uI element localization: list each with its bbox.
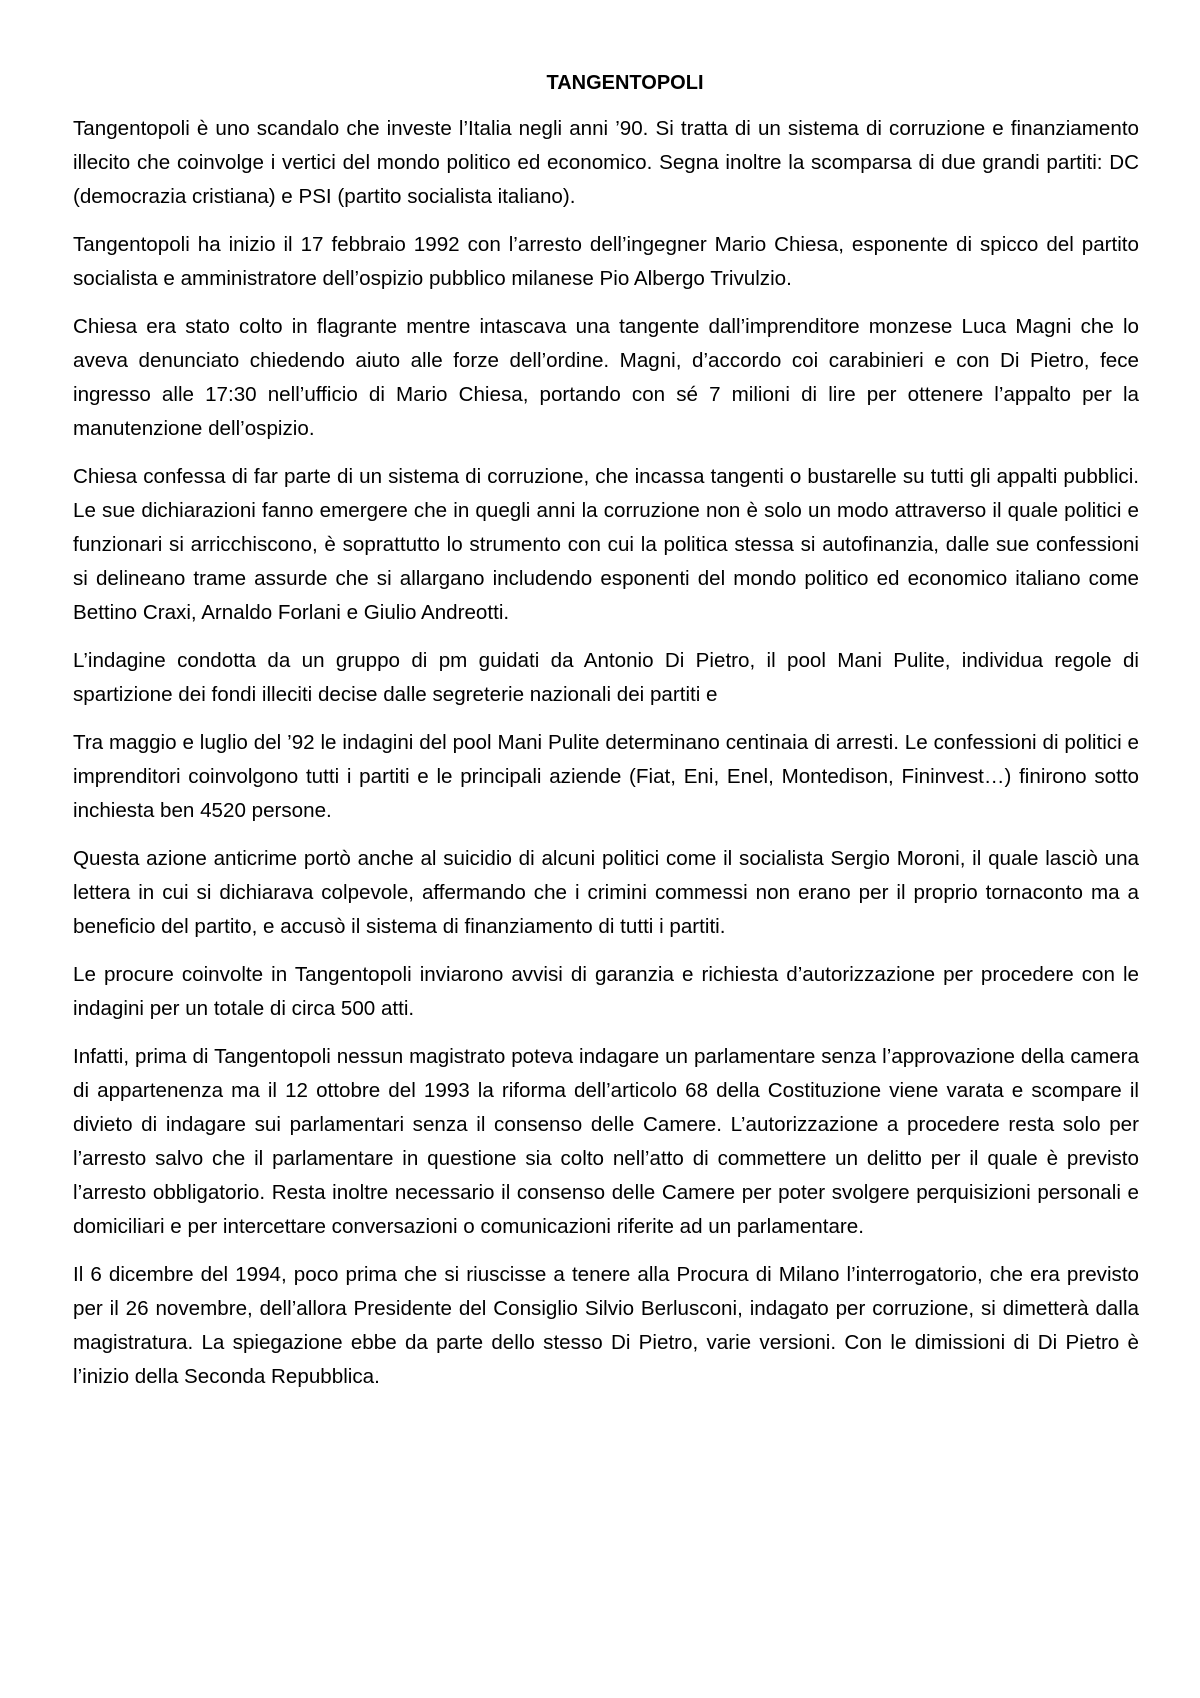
- document-title: TANGENTOPOLI: [546, 72, 704, 94]
- paragraph-reform: Infatti, prima di Tangentopoli nessun magistrato poteva indagare un parlamentare senza l’approvazione della camera di appartenenza ma il 12 ottobre del 1993 la riforma dell’articolo 68 della Costituzione viene varata e scompare il divieto di indagare sui parlamentari senza il consenso delle Camere. L’autorizzazione a procedere resta solo per l’arresto salvo che il parlamentare in questione sia colto nell’atto di commettere un delitto per il quale è previsto l’arresto obbligatorio. Resta inoltre necessario il consenso delle Camere per poter svolgere perquisizioni personali e domiciliari e per intercettare conversazioni o comunicazioni riferite ad un parlamentare.: [73, 1045, 1139, 1238]
- paragraph-chiesa-arrest: Chiesa era stato colto in flagrante mentre intascava una tangente dall’imprenditore monzese Luca Magni che lo aveva denunciato chiedendo aiuto alle forze dell’ordine. Magni, d’accordo coi carabinieri e con Di Pietro, fece ingresso alle 17:30 nell’ufficio di Mario Chiesa, portando con sé 7 milioni di lire per ottenere l’appalto per la manutenzione dell’ospizio.: [73, 315, 1139, 440]
- paragraph-start: Tangentopoli ha inizio il 17 febbraio 1992 con l’arresto dell’ingegner Mario Chiesa, esponente di spicco del partito socialista e amministratore dell’ospizio pubblico milanese Pio Albergo Trivulzio.: [73, 233, 1139, 290]
- document-page: [73, 66, 1139, 1408]
- paragraph-intro: Tangentopoli è uno scandalo che investe l’Italia negli anni ’90. Si tratta di un sistema di corruzione e finanziamento illecito che coinvolge i vertici del mondo politico ed economico. Segna inoltre la scomparsa di due grandi partiti: DC (democrazia cristiana) e PSI (partito socialista italiano).: [73, 117, 1139, 208]
- paragraph-procure: Le procure coinvolte in Tangentopoli inviarono avvisi di garanzia e richiesta d’autorizzazione per procedere con le indagini per un totale di circa 500 atti.: [73, 963, 1139, 1020]
- paragraph-mani-pulite: L’indagine condotta da un gruppo di pm guidati da Antonio Di Pietro, il pool Mani Pulite, individua regole di spartizione dei fondi illeciti decise dalle segreterie nazionali dei partiti e: [73, 649, 1139, 706]
- paragraph-arrests: Tra maggio e luglio del ’92 le indagini del pool Mani Pulite determinano centinaia di arresti. Le confessioni di politici e imprenditori coinvolgono tutti i partiti e le principali aziende (Fiat, Eni, Enel, Montedison, Fininvest…) finirono sotto inchiesta ben 4520 persone.: [73, 731, 1139, 822]
- paragraph-chiesa-confession: Chiesa confessa di far parte di un sistema di corruzione, che incassa tangenti o bustarelle su tutti gli appalti pubblici. Le sue dichiarazioni fanno emergere che in quegli anni la corruzione non è solo un modo attraverso il quale politici e funzionari si arricchiscono, è soprattutto lo strumento con cui la politica stessa si autofinanzia, dalle sue confessioni si delineano trame assurde che si allargano includendo esponenti del mondo politico ed economico italiano come Bettino Craxi, Arnaldo Forlani e Giulio Andreotti.: [73, 465, 1139, 624]
- paragraph-resignation: Il 6 dicembre del 1994, poco prima che si riuscisse a tenere alla Procura di Milano l’interrogatorio, che era previsto per il 26 novembre, dell’allora Presidente del Consiglio Silvio Berlusconi, indagato per corruzione, si dimetterà dalla magistratura. La spiegazione ebbe da parte dello stesso Di Pietro, varie versioni. Con le dimissioni di Di Pietro è l’inizio della Seconda Repubblica.: [73, 1263, 1139, 1388]
- paragraph-suicides: Questa azione anticrime portò anche al suicidio di alcuni politici come il socialista Sergio Moroni, il quale lasciò una lettera in cui si dichiarava colpevole, affermando che i crimini commessi non erano per il proprio tornaconto ma a beneficio del partito, e accusò il sistema di finanziamento di tutti i partiti.: [73, 847, 1139, 938]
